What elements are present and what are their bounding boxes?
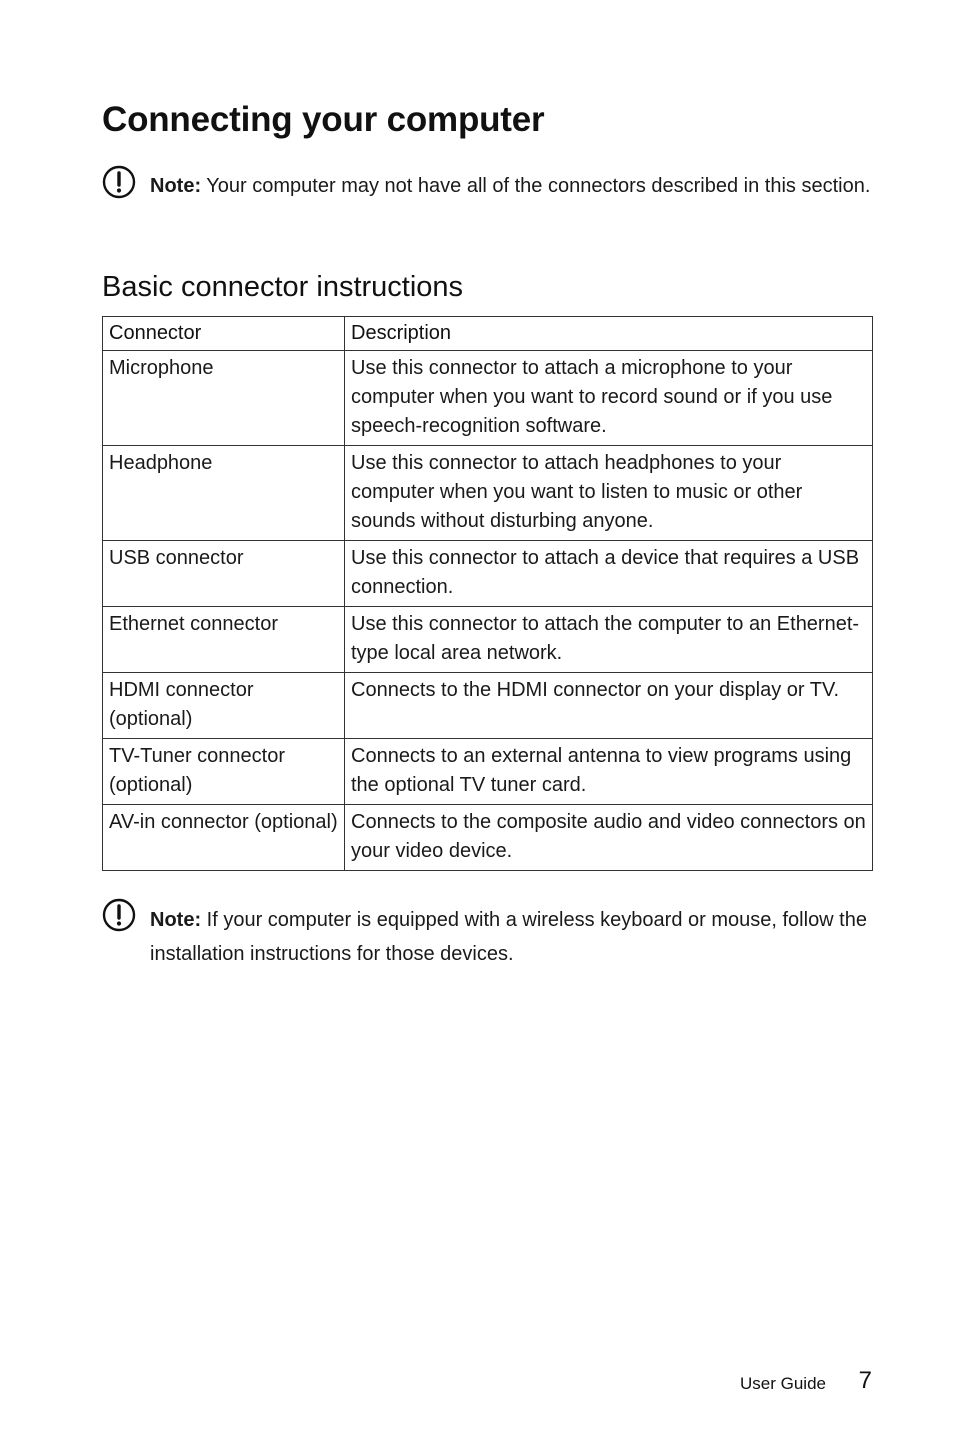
description-cell: Use this connector to attach the computer to an Ethernet-type local area network. [345, 607, 873, 673]
page-title: Connecting your computer [102, 100, 545, 139]
column-header-connector: Connector [103, 317, 345, 351]
connector-cell: TV-Tuner connector (optional) [103, 739, 345, 805]
table-row [103, 541, 873, 607]
note-text [150, 165, 872, 201]
connector-cell: Microphone [103, 351, 345, 446]
exclamation-circle-icon [102, 898, 136, 932]
table-row [103, 805, 873, 871]
connector-cell: AV-in connector (optional) [103, 805, 345, 871]
description-cell: Use this connector to attach a microphone to your computer when you want to record sound or if you use speech-recognition software. [345, 351, 873, 446]
table-row [103, 607, 873, 673]
table-row [103, 673, 873, 739]
table-row [103, 446, 873, 541]
connector-cell: HDMI connector (optional) [103, 673, 345, 739]
connector-cell: Ethernet connector [103, 607, 345, 673]
table-row [103, 351, 873, 446]
column-header-description: Description [345, 317, 873, 351]
description-cell: Use this connector to attach headphones to your computer when you want to listen to music or other sounds without disturbing anyone. [345, 446, 873, 541]
connector-cell: USB connector [103, 541, 345, 607]
note-label: Note: [150, 175, 202, 197]
connector-cell: Headphone [103, 446, 345, 541]
note-body: Your computer may not have all of the connectors described in this section. [201, 175, 871, 197]
description-cell: Use this connector to attach a device that requires a USB connection. [345, 541, 873, 607]
description-cell: Connects to the HDMI connector on your display or TV. [345, 673, 873, 739]
section-title: Basic connector instructions [102, 271, 464, 303]
description-cell: Connects to an external antenna to view programs using the optional TV tuner card. [345, 739, 873, 805]
table-header-row [103, 317, 873, 351]
table-row [103, 739, 873, 805]
note-connectors [102, 165, 872, 201]
note-body: If your computer is equipped with a wireless keyboard or mouse, follow the installation instructions for those devices. [150, 909, 867, 965]
description-cell: Connects to the composite audio and video connectors on your video device. [345, 805, 873, 871]
note-text [150, 898, 872, 971]
note-wireless [102, 898, 872, 971]
note-label: Note: [150, 909, 202, 931]
connector-table [102, 316, 873, 871]
exclamation-circle-icon [102, 165, 136, 199]
page-number: 7 [858, 1367, 872, 1394]
footer-label: User Guide [740, 1374, 826, 1393]
